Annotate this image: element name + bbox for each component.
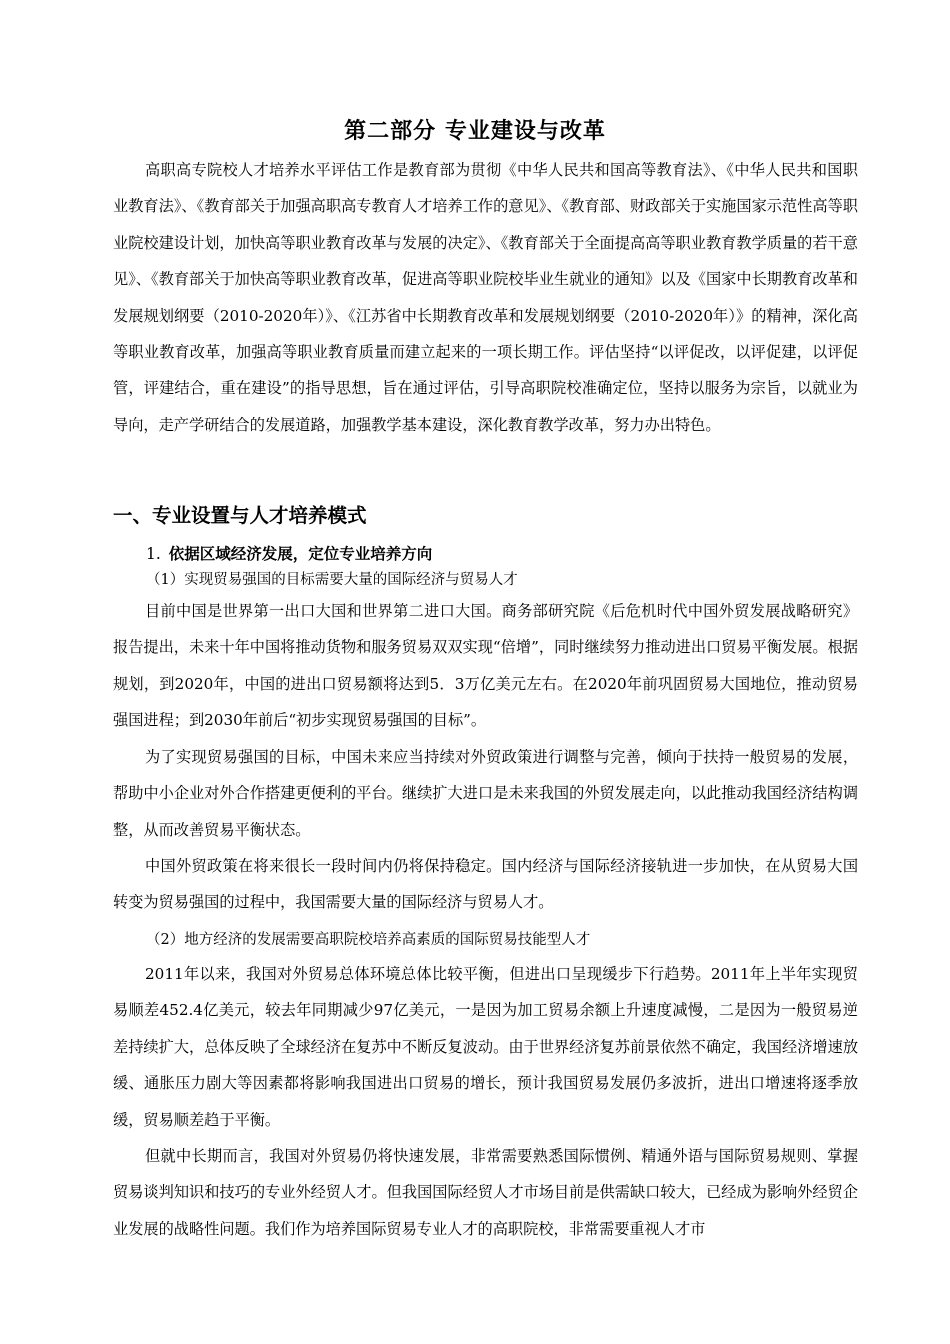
paragraph: 中国外贸政策在将来很长一段时间内仍将保持稳定。国内经济与国际经济接轨进一步加快，在从贸易大国转变为贸易强国的过程中，我国需要大量的国际经济与贸易人才。 <box>113 857 858 912</box>
section-heading: 一、专业设置与人才培养模式 <box>113 504 367 527</box>
paragraph: 但就中长期而言，我国对外贸易仍将快速发展，非常需要熟悉国际惯例、精通外语与国际贸易规则、掌握贸易谈判知识和技巧的专业外经贸人才。但我国国际经贸人才市场目前是供需缺口较大，已经成为影响外经贸企业发展的战略性问题。我们作为培养国际贸易专业人才的高职院校，非常需要重视人才市 <box>113 1147 858 1238</box>
paragraph: 2011年以来，我国对外贸易总体环境总体比较平衡，但进出口呈现缓步下行趋势。2011年上半年实现贸易顺差452.4亿美元，较去年同期减少97亿美元，一是因为加工贸易余额上升速度减慢，二是因为一般贸易逆差持续扩大，总体反映了全球经济在复苏中不断反复波动。由于世界经济复苏前景依然不确定，我国经济增速放缓、通胀压力剧大等因素都将影响我国进出口贸易的增长，预计我国贸易发展仍多波折，进出口增速将逐季放缓，贸易顺差趋于平衡。 <box>113 965 858 1129</box>
subsection-heading <box>146 542 432 564</box>
paragraph: 目前中国是世界第一出口大国和世界第二进口大国。商务部研究院《后危机时代中国外贸发展战略研究》报告提出，未来十年中国将推动货物和服务贸易双双实现“倍增”，同时继续努力推动进出口贸易平衡发展。根据规划，到2020年，中国的进出口贸易额将达到5．3万亿美元左右。在2020年前巩固贸易大国地位，推动贸易强国进程；到2030年前后“初步实现贸易强国的目标”。 <box>113 602 858 730</box>
page-title: 第二部分 专业建设与改革 <box>344 119 606 144</box>
item-heading-1: （1）实现贸易强国的目标需要大量的国际经济与贸易人才 <box>146 572 518 588</box>
item-heading-2: （2）地方经济的发展需要高职院校培养高素质的国际贸易技能型人才 <box>146 932 591 948</box>
subsection-number: 1. <box>146 545 161 563</box>
paragraph: 为了实现贸易强国的目标，中国未来应当持续对外贸政策进行调整与完善，倾向于扶持一般贸易的发展，帮助中小企业对外合作搭建更便利的平台。继续扩大进口是未来我国的外贸发展走向，以此推动我国经济结构调整，从而改善贸易平衡状态。 <box>113 748 858 839</box>
subsection-title: 依据区域经济发展，定位专业培养方向 <box>168 544 433 563</box>
intro-paragraph: 高职高专院校人才培养水平评估工作是教育部为贯彻《中华人民共和国高等教育法》、《中华人民共和国职业教育法》、《教育部关于加强高职高专教育人才培养工作的意见》、《教育部、财政部关于实施国家示范性高等职业院校建设计划，加快高等职业教育改革与发展的决定》、《教育部关于全面提高高等职业教育教学质量的若干意见》、《教育部关于加快高等职业教育改革，促进高等职业院校毕业生就业的通知》以及《国家中长期教育改革和发展规划纲要（2010-2020年）》、《江苏省中长期教育改革和发展规划纲要（2010-2020年）》的精神，深化高等职业教育改革，加强高等职业教育质量而建立起来的一项长期工作。评估坚持“以评促改，以评促建，以评促管，评建结合，重在建设”的指导思想，旨在通过评估，引导高职院校准确定位，坚持以服务为宗旨，以就业为导向，走产学研结合的发展道路，加强教学基本建设，深化教育教学改革，努力办出特色。 <box>113 161 858 434</box>
